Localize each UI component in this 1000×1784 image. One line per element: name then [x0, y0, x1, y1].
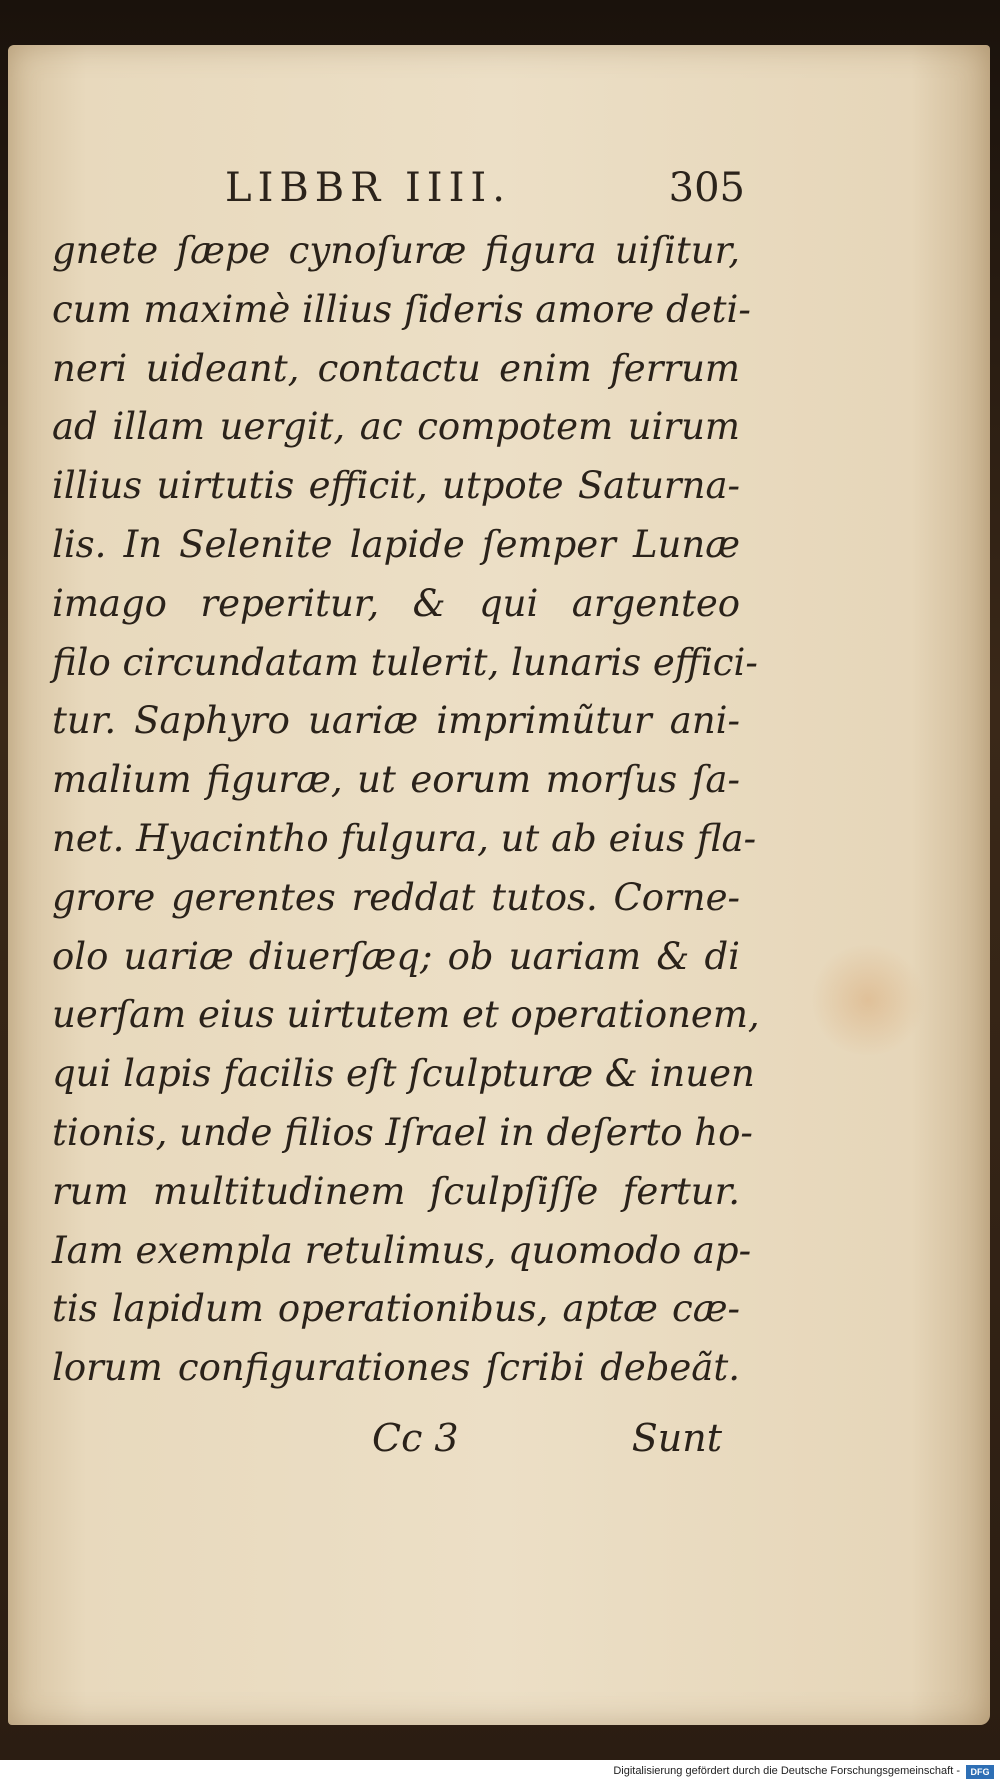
text-line: uerſam eius uirtutem et operationem,	[52, 993, 760, 1037]
dfg-logo: DFG	[966, 1765, 994, 1779]
page-header	[225, 165, 745, 215]
text-line: imago reperitur, & qui argenteo	[52, 581, 740, 625]
catchword: Sunt	[631, 1416, 722, 1460]
text-line: grore gerentes reddat tutos. Corne-	[52, 875, 740, 919]
page-footer	[372, 1416, 722, 1472]
text-line: net. Hyacintho fulgura, ut ab eius fla-	[52, 816, 757, 860]
text-line: malium figuræ, ut eorum morſus ſa-	[52, 758, 740, 802]
text-line: gnete ſæpe cynoſuræ figura uiſitur,	[52, 229, 740, 272]
text-line: filo circundatam tulerit, lunaris effici-	[52, 640, 758, 684]
text-line: neri uideant, contactu enim ferrum	[52, 346, 740, 390]
running-title: LIBBR IIII.	[225, 165, 511, 211]
body-text	[52, 222, 760, 1398]
text-line: tur. Saphyro uariæ imprimũtur ani-	[52, 699, 740, 743]
text-line: tis lapidum operationibus, aptæ cæ-	[52, 1287, 740, 1331]
text-line: olo uariæ diuerſæq; ob uariam & di	[52, 934, 740, 978]
digitization-credit-bar	[0, 1760, 1000, 1784]
text-line: qui lapis facilis eſt ſculpturæ & inuen	[52, 1052, 755, 1096]
text-line: illius uirtutis efficit, utpote Saturna-	[52, 464, 740, 508]
text-line: cum maximè illius ſideris amore deti-	[52, 287, 751, 331]
text-line: lis. In Selenite lapide ſemper Lunæ	[52, 522, 740, 566]
paper-stain	[808, 945, 928, 1055]
text-line: lorum configurationes ſcribi debeãt.	[52, 1346, 740, 1390]
text-line: rum multitudinem ſculpſiſſe fertur.	[52, 1169, 740, 1213]
text-line: tionis, unde filios Iſrael in deſerto ho-	[52, 1110, 753, 1154]
page-number: 305	[668, 165, 745, 211]
text-line: ad illam uergit, ac compotem uirum	[52, 405, 740, 449]
signature-mark: Cc 3	[372, 1416, 459, 1460]
credit-text: Digitalisierung gefördert durch die Deutsche Forschungsgemeinschaft -	[613, 1765, 960, 1777]
text-line: Iam exempla retulimus, quomodo ap-	[52, 1228, 752, 1272]
